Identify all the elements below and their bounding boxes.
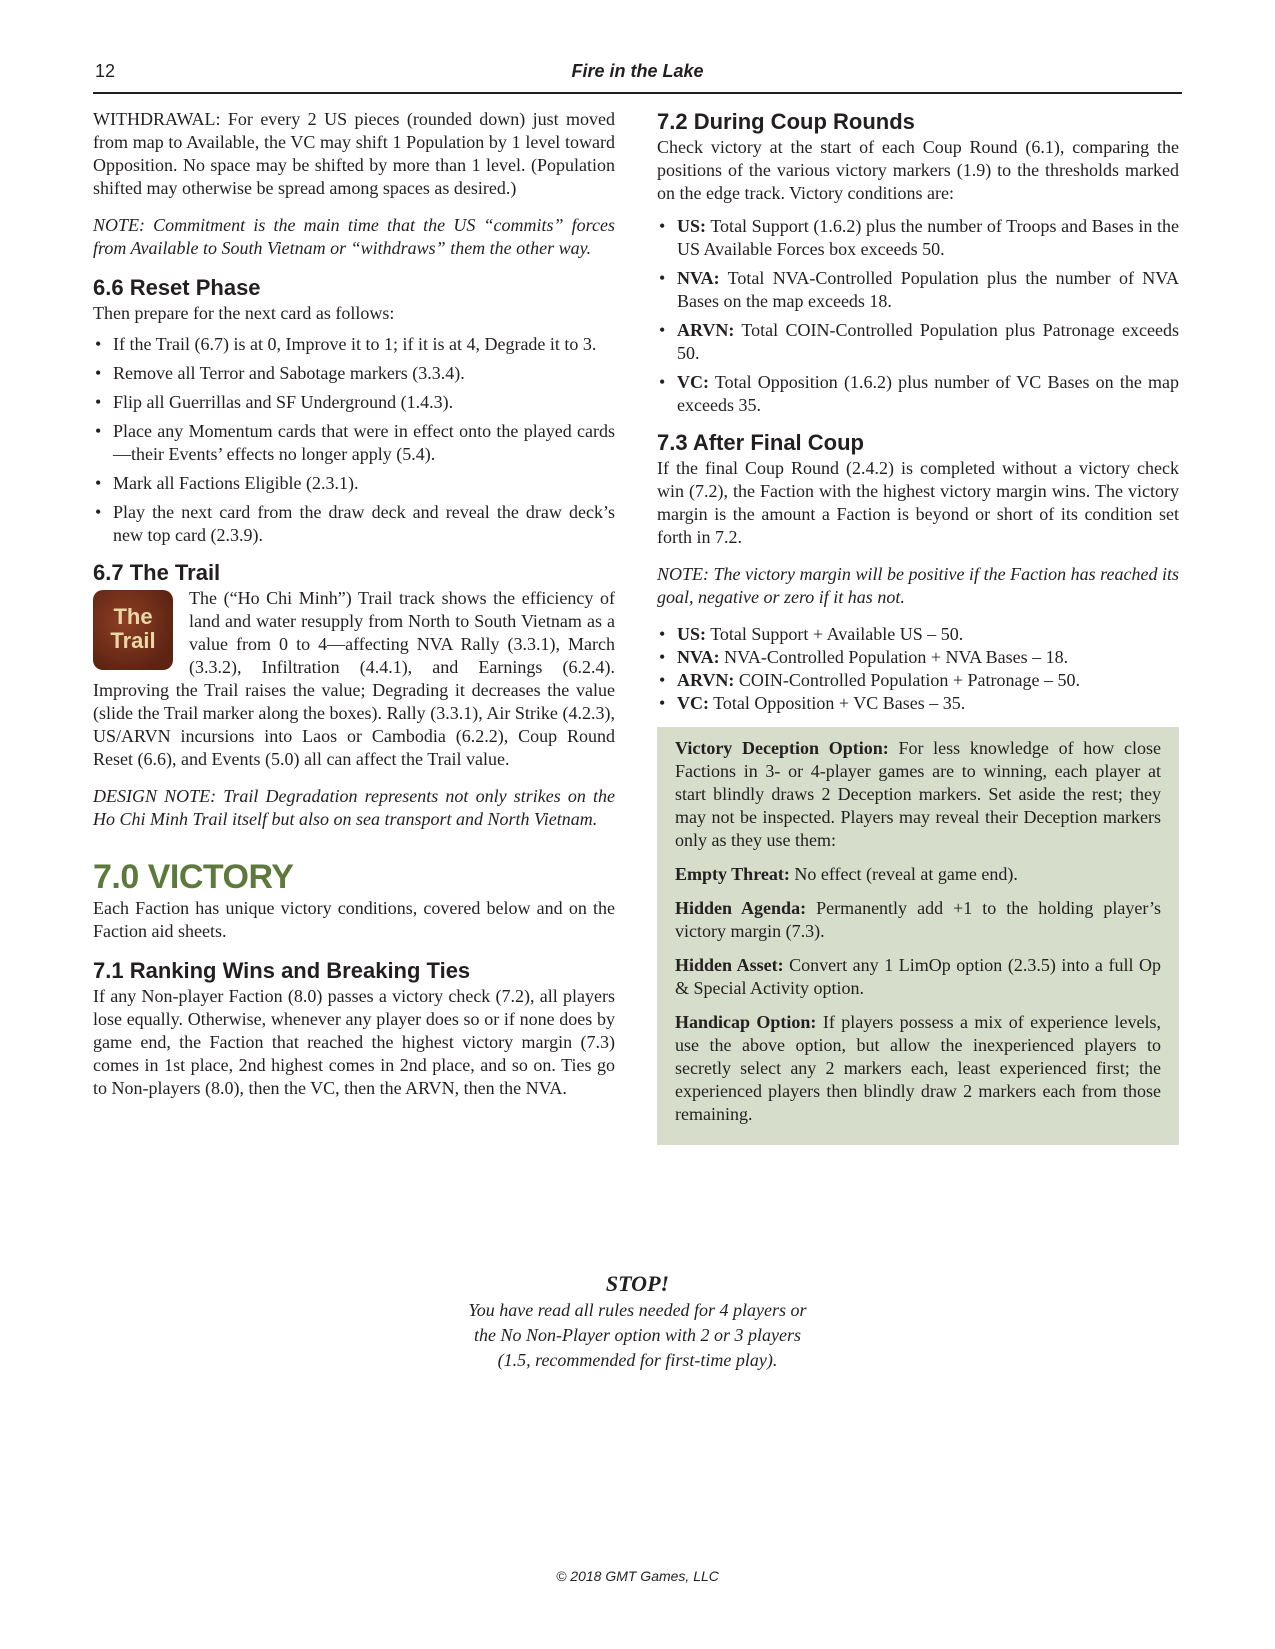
condition-text: Total NVA-Controlled Population plus the number of NVA Bases on the map exceeds 18. (677, 268, 1179, 311)
running-title: Fire in the Lake (571, 61, 704, 81)
condition-text: Total Support (1.6.2) plus the number of Troops and Bases in the US Available Forces box exceeds 50. (677, 216, 1179, 259)
stop-notice (0, 1270, 1275, 1373)
design-note: DESIGN NOTE: Trail Degradation represents not only strikes on the Ho Chi Minh Trail itself but also on sea transport and North Vietnam. (93, 786, 615, 829)
handicap-paragraph (675, 1011, 1161, 1126)
faction-label: NVA: (677, 647, 720, 667)
copyright-footer: © 2018 GMT Games, LLC (556, 1568, 719, 1584)
faction-label: ARVN: (677, 670, 735, 690)
deception-text: For less knowledge of how close Factions in 3- or 4-player games are to winning, each player at start blindly draws 2 Deception markers. Set aside the rest; they may not be inspected. Players may reveal their Deception markers only as they use them: (675, 738, 1161, 850)
hidden-agenda-text: Permanently add +1 to the holding player’s victory margin (7.3). (675, 898, 1161, 941)
page-number: 12 (95, 61, 116, 81)
victory-margin-list (657, 623, 1179, 715)
empty-threat-text: No effect (reveal at game end). (789, 864, 1018, 884)
right-column (657, 108, 1179, 1145)
condition-text: Total COIN-Controlled Population plus Patronage exceeds 50. (677, 320, 1179, 363)
trail-paragraph: The (“Ho Chi Minh”) Trail track shows the efficiency of land and water resupply from North to South Vietnam as a value from 0 to 4—affecting NVA Rally (3.3.1), March (3.3.2), Infiltration (4.4.1), and Earnings (6.2.4). Improving the Trail raises the value; Degrading it decreases the value (slide the Trail marker along the boxes). Rally (3.3.1), Air Strike (4.2.3), US/ARVN incursions into Laos or Cambodia (6.2.2), Coup Round Reset (6.6), and Events (5.0) all can affect the Trail value. (93, 588, 615, 769)
faction-label: VC: (677, 693, 709, 713)
reset-phase-heading: 6.6 Reset Phase (93, 275, 261, 300)
list-item (657, 267, 1179, 313)
margin-text: Total Support + Available US – 50. (706, 624, 964, 644)
hidden-asset-label: Hidden Asset: (675, 955, 784, 975)
page-header (93, 58, 1182, 94)
condition-text: Total Opposition (1.6.2) plus number of VC Bases on the map exceeds 35. (677, 372, 1179, 415)
victory-heading: 7.0 VICTORY (93, 858, 294, 896)
deception-label: Victory Deception Option: (675, 738, 889, 758)
faction-label: ARVN: (677, 320, 735, 340)
trail-heading: 6.7 The Trail (93, 560, 221, 585)
list-item (657, 692, 1179, 715)
margin-text: COIN-Controlled Population + Patronage – 50. (734, 670, 1080, 690)
coup-rounds-heading: 7.2 During Coup Rounds (657, 109, 915, 134)
hidden-asset-paragraph (675, 954, 1161, 1000)
coup-rounds-intro: Check victory at the start of each Coup Round (6.1), comparing the positions of the various victory markers (1.9) to the thresholds marked on the edge track. Victory conditions are: (657, 137, 1179, 203)
margin-text: NVA-Controlled Population + NVA Bases – 18. (719, 647, 1069, 667)
list-item: • If the Trail (6.7) is at 0, Improve it to 1; if it is at 4, Degrade it to 3. (93, 333, 615, 356)
faction-label: US: (677, 216, 707, 236)
margin-text: Total Opposition + VC Bases – 35. (709, 693, 966, 713)
empty-threat-label: Empty Threat: (675, 864, 790, 884)
trail-icon-label-2: Trail (110, 628, 156, 653)
victory-margin-note: NOTE: The victory margin will be positive if the Faction has reached its goal, negative or zero if it has not. (657, 564, 1179, 607)
left-column (93, 108, 615, 1114)
list-item (657, 646, 1179, 669)
trail-marker-icon (93, 590, 173, 670)
list-item (657, 669, 1179, 692)
victory-intro: Each Faction has unique victory conditions, covered below and on the Faction aid sheets. (93, 898, 615, 941)
faction-label: VC: (677, 372, 709, 392)
empty-threat-paragraph (675, 863, 1161, 886)
list-item: • Place any Momentum cards that were in effect onto the played cards—their Events’ effects no longer apply (5.4). (93, 420, 615, 466)
victory-conditions-list (657, 215, 1179, 417)
ranking-paragraph: If any Non-player Faction (8.0) passes a victory check (7.2), all players lose equally. Otherwise, whenever any player does so or if none does by game end, the Faction that reached the highest victory margin (7.3) comes in 1st place, 2nd highest comes in 2nd place, and so on. Ties go to Non-players (8.0), then the VC, then the ARVN, then the NVA. (93, 986, 615, 1098)
stop-line: (1.5, recommended for first-time play). (497, 1350, 778, 1370)
final-coup-heading: 7.3 After Final Coup (657, 430, 864, 455)
list-item: • Flip all Guerrillas and SF Underground (1.4.3). (93, 391, 615, 414)
list-item (657, 371, 1179, 417)
trail-icon-label-1: The (113, 604, 153, 629)
handicap-text: If players possess a mix of experience levels, use the above option, but allow the inexperienced players to secretly select any 2 markers each, least experienced first; the experienced players then blindly draw 2 markers each from those remaining. (675, 1012, 1161, 1124)
reset-phase-list (93, 333, 615, 547)
deception-paragraph (675, 737, 1161, 852)
stop-title: STOP! (605, 1271, 670, 1296)
hidden-agenda-paragraph (675, 897, 1161, 943)
hidden-agenda-label: Hidden Agenda: (675, 898, 807, 918)
hidden-asset-text: Convert any 1 LimOp option (2.3.5) into a full Op & Special Activity option. (675, 955, 1161, 998)
list-item (657, 215, 1179, 261)
trail-section (93, 587, 615, 785)
deception-option-box (657, 727, 1179, 1145)
list-item: • Mark all Factions Eligible (2.3.1). (93, 472, 615, 495)
list-item (657, 319, 1179, 365)
list-item: • Play the next card from the draw deck and reveal the draw deck’s new top card (2.3.9). (93, 501, 615, 547)
final-coup-paragraph: If the final Coup Round (2.4.2) is completed without a victory check win (7.2), the Faction with the highest victory margin wins. The victory margin is the amount a Faction is beyond or short of its condition set forth in 7.2. (657, 458, 1179, 547)
stop-line: the No Non-Player option with 2 or 3 players (474, 1325, 801, 1345)
withdrawal-paragraph: WITHDRAWAL: For every 2 US pieces (rounded down) just moved from map to Available, the VC may shift 1 Population by 1 level toward Opposition. No space may be shifted by more than 1 level. (Population shifted may otherwise be spread among spaces as desired.) (93, 109, 615, 198)
faction-label: US: (677, 624, 707, 644)
list-item (657, 623, 1179, 646)
commitment-note: NOTE: Commitment is the main time that the US “commits” forces from Available to South Vietnam or “withdraws” them the other way. (93, 215, 615, 258)
faction-label: NVA: (677, 268, 720, 288)
list-item: • Remove all Terror and Sabotage markers (3.3.4). (93, 362, 615, 385)
ranking-heading: 7.1 Ranking Wins and Breaking Ties (93, 958, 471, 983)
stop-line: You have read all rules needed for 4 players or (468, 1300, 807, 1320)
handicap-label: Handicap Option: (675, 1012, 817, 1032)
reset-phase-intro: Then prepare for the next card as follows: (93, 303, 395, 323)
